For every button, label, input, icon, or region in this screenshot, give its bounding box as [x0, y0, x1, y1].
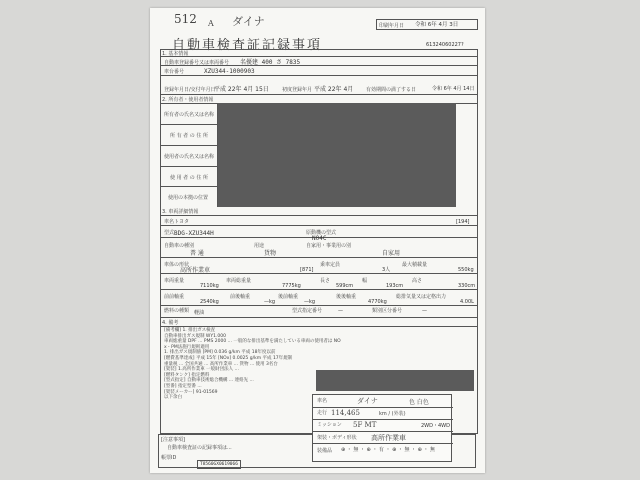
gross-label: 車両総重量: [226, 278, 252, 284]
front-axle-label: 前前軸重: [164, 294, 185, 300]
sticky-row-1-label: 車名: [317, 398, 328, 404]
inspection-certificate-page: 512 A ダイナ 印刷年月日 令和 6年 4月 3日 自動車検査証記録事項 61324060227? 1. 基本情報 自動車登録番号又は車両番号 名優建 400 さ 7835 車台番号 XZU344-1000903 登録年月日/交付年月日 平成 22年 4月 15日 初度登録年月 平成 22年 4月 有効期間の満了する日 令和 6年 4月 14日 2. 所有者・使用者情報 所有者の氏名又は名称 所 有 者 の 住 所 使用者の氏名又は名称 使 用 者 の 住 所 使用の本拠の位置 3. 車両詳細情報 車名 トヨタ [194] 型式 BDG-XZU344H 原動機の型式 N04C 自動車の種別 普 通 用途 貨物 自家用・事業用の別 自家用 車体の形状 高所作業車 [871] 乗車定員 3人 最大積載量 550kg 車両重量 7110kg 車両総重量 7775kg 長さ 599cm 幅 193cm 高さ 330cm 前前軸重 2540kg 前後軸重 —kg 後前軸重 —kg 後後軸重 4770kg 総排気量又は定格出力 4.00L 燃料の種類 軽油 型式指定番号 — 類別区分番号 — 4. 備考 [備考欄] 1. 排出ガス検査 自動車排出ガス規制 WY1.000 車両総重量 DPF ... PMS 2000 ... 一般的な排出基準を満たしている車両の使用者は NO x・PM法施行規則適用 1. 排出ガス規制値 [PM] 0.036 g/km 平成 18年度以前 [燃費基準達成] 平成 15年 [NOx] 0.0025 g/km 平成 17年規制 重量税 ... 全国共通 ... 高所作業車 ... 貨物 ... 使用 3名台 [架装] 1.高所作業車 一般財団法人 ... [燃料タンク] 指定燃料 [型式指定] 自動車技術総合機構 ... 連絡先 ... [型番] 指定型番 ... [架装メーカー] 91-01569 以下余白 [注意事項] 自動車検査証の記録事項は... 帳票ID T8560GX0619066 車名 ダイナ 色 白色 走行 114,465 km / (外装) ミッション 5F MT 2WD・4WD 架装・ボディ形状 高所作業車 装備品 ⊕ ・ 無 ・ ⊕ ・ 有 ・ ⊕ ・ 無 ・ ⊕ ・ 無: [150, 8, 485, 473]
first-date-value: 平成 22年 4月: [314, 86, 354, 93]
front-rear-axle-label: 前後軸重: [230, 294, 251, 300]
chassis-row: [160, 66, 478, 76]
capacity-value: 3人: [382, 267, 391, 273]
registration-label: 自動車登録番号又は車両番号: [164, 60, 230, 66]
owner-rule-2: [160, 145, 217, 146]
section-owner-heading: 2. 所有者・使用者情報: [162, 97, 214, 103]
use-label: 用途: [254, 243, 265, 249]
footer-note: 自動車検査証の記録事項は...: [167, 445, 232, 451]
remark-line: [架装] 1.高所作業車 一般財団法人 ...: [164, 367, 239, 373]
biz-label: 自家用・事業用の別: [306, 243, 352, 249]
handwritten-mark: A: [208, 19, 214, 28]
engine-label: 原動機の型式: [306, 230, 337, 236]
sticky-row-2-label: 走行: [317, 410, 328, 416]
weight-row: [160, 274, 478, 290]
engine-value: N04C: [312, 235, 327, 242]
owner-rule-1: [160, 124, 217, 125]
shape-label: 車体の形状: [164, 262, 190, 268]
length-label: 長さ: [320, 278, 331, 284]
remark-line: x・PM法施行規則適用: [164, 344, 210, 350]
height-label: 高さ: [412, 278, 423, 284]
front-rear-axle-value: —kg: [264, 299, 276, 305]
category-label: 類別区分番号: [372, 308, 403, 314]
section-basic-heading: 1. 基本情報: [162, 51, 189, 57]
category-value: —: [422, 308, 427, 314]
weight-value: 7110kg: [200, 283, 219, 289]
fuel-value: 軽油: [194, 310, 205, 316]
sticky-row-2-value: 114,465: [331, 409, 360, 417]
remark-line: 以下余白: [164, 395, 182, 401]
axle-row: [160, 290, 478, 306]
remark-line: [型式指定] 自動車技術総合機構 ... 連絡先 ...: [164, 378, 254, 384]
footer-id-label: 帳票ID: [161, 455, 177, 461]
displacement-label: 総排気量又は定格出力: [396, 294, 447, 300]
height-value: 330cm: [458, 283, 476, 289]
load-label: 最大積載量: [402, 262, 428, 268]
maker-label: 車名: [164, 219, 175, 225]
sticky-row-2-right: km / (外装): [379, 411, 406, 417]
sticky-row-4-value: 高所作業車: [371, 434, 406, 442]
type-label: 自動車の種別: [164, 243, 195, 249]
chassis-label: 車台番号: [164, 69, 185, 75]
remark-line: 自動車排出ガス規制 WY1.000: [164, 333, 227, 339]
rear-front-axle-label: 後前軸重: [278, 294, 299, 300]
shape-code: [871]: [300, 267, 314, 273]
issue-date-value: 令和 6年 4月 3日: [415, 22, 459, 28]
dates-row: [160, 76, 478, 95]
expiry-label: 有効期間の満了する日: [366, 87, 417, 93]
remarks-block: [164, 328, 341, 401]
width-label: 幅: [362, 278, 368, 284]
remark-line: [燃費基準達成] 平成 15年 [NOx] 0.0025 g/km 平成 17年規制: [164, 355, 293, 361]
use-value: 貨物: [264, 250, 277, 257]
model-value: BDG-XZU344H: [174, 230, 214, 237]
front-axle-value: 2540kg: [200, 299, 219, 305]
rear-axle-label: 後後軸重: [336, 294, 357, 300]
maker-value: トヨタ: [174, 219, 190, 225]
issue-date-label: 印刷年月日: [379, 23, 405, 29]
capacity-label: 乗車定員: [320, 262, 341, 268]
remark-line: [架装メーカー] 91-01569: [164, 389, 218, 395]
footer-heading: [注意事項]: [161, 437, 185, 443]
remark-line: [型番] 指定型番 ...: [164, 383, 202, 389]
maker-code: [194]: [456, 219, 470, 225]
load-value: 550kg: [458, 267, 474, 273]
owner-rule-3: [160, 166, 217, 167]
remarks-top-rule: [160, 326, 478, 327]
remark-line: [備考欄] 1. 排出ガス検査: [164, 328, 216, 333]
handwritten-model: ダイナ: [232, 15, 265, 28]
sticky-row-4-label: 架装・ボディ形状: [317, 435, 357, 441]
designation-label: 型式指定番号: [292, 308, 323, 314]
first-reg-value: 平成 22年 4月 15日: [214, 86, 269, 93]
rear-front-axle-value: —kg: [304, 299, 316, 305]
first-date-label: 初度登録年月: [282, 87, 313, 93]
designation-value: —: [338, 308, 343, 314]
owner-redaction: [218, 103, 456, 207]
gross-value: 7775kg: [282, 283, 301, 289]
model-label: 型式: [164, 230, 175, 236]
shape-row: [160, 258, 478, 274]
document-title: 自動車検査証記録事項: [172, 38, 323, 53]
remark-line: 車両総重量 DPF ... PMS 2000 ... 一般的な排出基準を満たしている車両の使用者は NO: [164, 339, 341, 345]
chassis-value: XZU344-1000903: [204, 68, 255, 75]
sticky-row-5-items: ⊕ ・ 無 ・ ⊕ ・ 有 ・ ⊕ ・ 無 ・ ⊕ ・ 無: [341, 447, 436, 453]
model-row: [160, 226, 478, 242]
biz-value: 自家用: [382, 250, 401, 257]
footer-id-value: T8560GX0619066: [197, 460, 241, 469]
issue-date-box: [376, 19, 478, 30]
type-row: [160, 238, 478, 258]
sticky-row-3-value: 5F MT: [353, 421, 377, 429]
remark-line: 1. 排出ガス規制値 [PM] 0.036 g/km 平成 18年度以前: [164, 350, 276, 356]
rear-axle-value: 4770kg: [368, 299, 387, 305]
section-remarks-heading: 4. 備考: [162, 320, 179, 326]
registration-value: 名優建 400 さ 7835: [240, 59, 301, 66]
remark-line: [燃料タンク] 指定燃料: [164, 372, 210, 378]
remark-line: 重量税 ... 全国共通 ... 高所作業車 ... 貨物 ... 使用 3名台: [164, 361, 278, 367]
sticky-row-5-label: 装備品: [317, 448, 333, 454]
displacement-value: 4.00L: [460, 299, 474, 305]
sticky-row-3-label: ミッション: [317, 422, 342, 428]
section-vehicle-heading: 3. 車両詳細情報: [162, 209, 199, 215]
document-number: 61324060227?: [426, 42, 464, 48]
fuel-label: 燃料の種類: [164, 308, 190, 314]
length-value: 599cm: [336, 283, 354, 289]
handwritten-number: 512: [174, 12, 197, 26]
first-reg-label: 登録年月日/交付年月日: [164, 87, 216, 93]
registration-row: [160, 56, 478, 66]
sticky-row-1-value: ダイナ: [357, 397, 378, 405]
maker-row: [160, 215, 478, 226]
sticky-row-3-right: 2WD・4WD: [421, 423, 450, 429]
expiry-value: 令和 6年 4月 14日: [432, 86, 475, 92]
remarks-redaction: [316, 370, 474, 391]
width-value: 193cm: [386, 283, 404, 289]
shape-value: 高所作業車: [180, 267, 211, 274]
owner-rule-4: [160, 186, 217, 187]
type-value: 普 通: [190, 250, 204, 257]
sticky-row-1-right: 色 白色: [409, 399, 429, 406]
weight-label: 車両重量: [164, 278, 185, 284]
sticky-note: [312, 394, 452, 462]
fuel-row: [160, 306, 478, 318]
sticky-row-5: [313, 443, 453, 457]
